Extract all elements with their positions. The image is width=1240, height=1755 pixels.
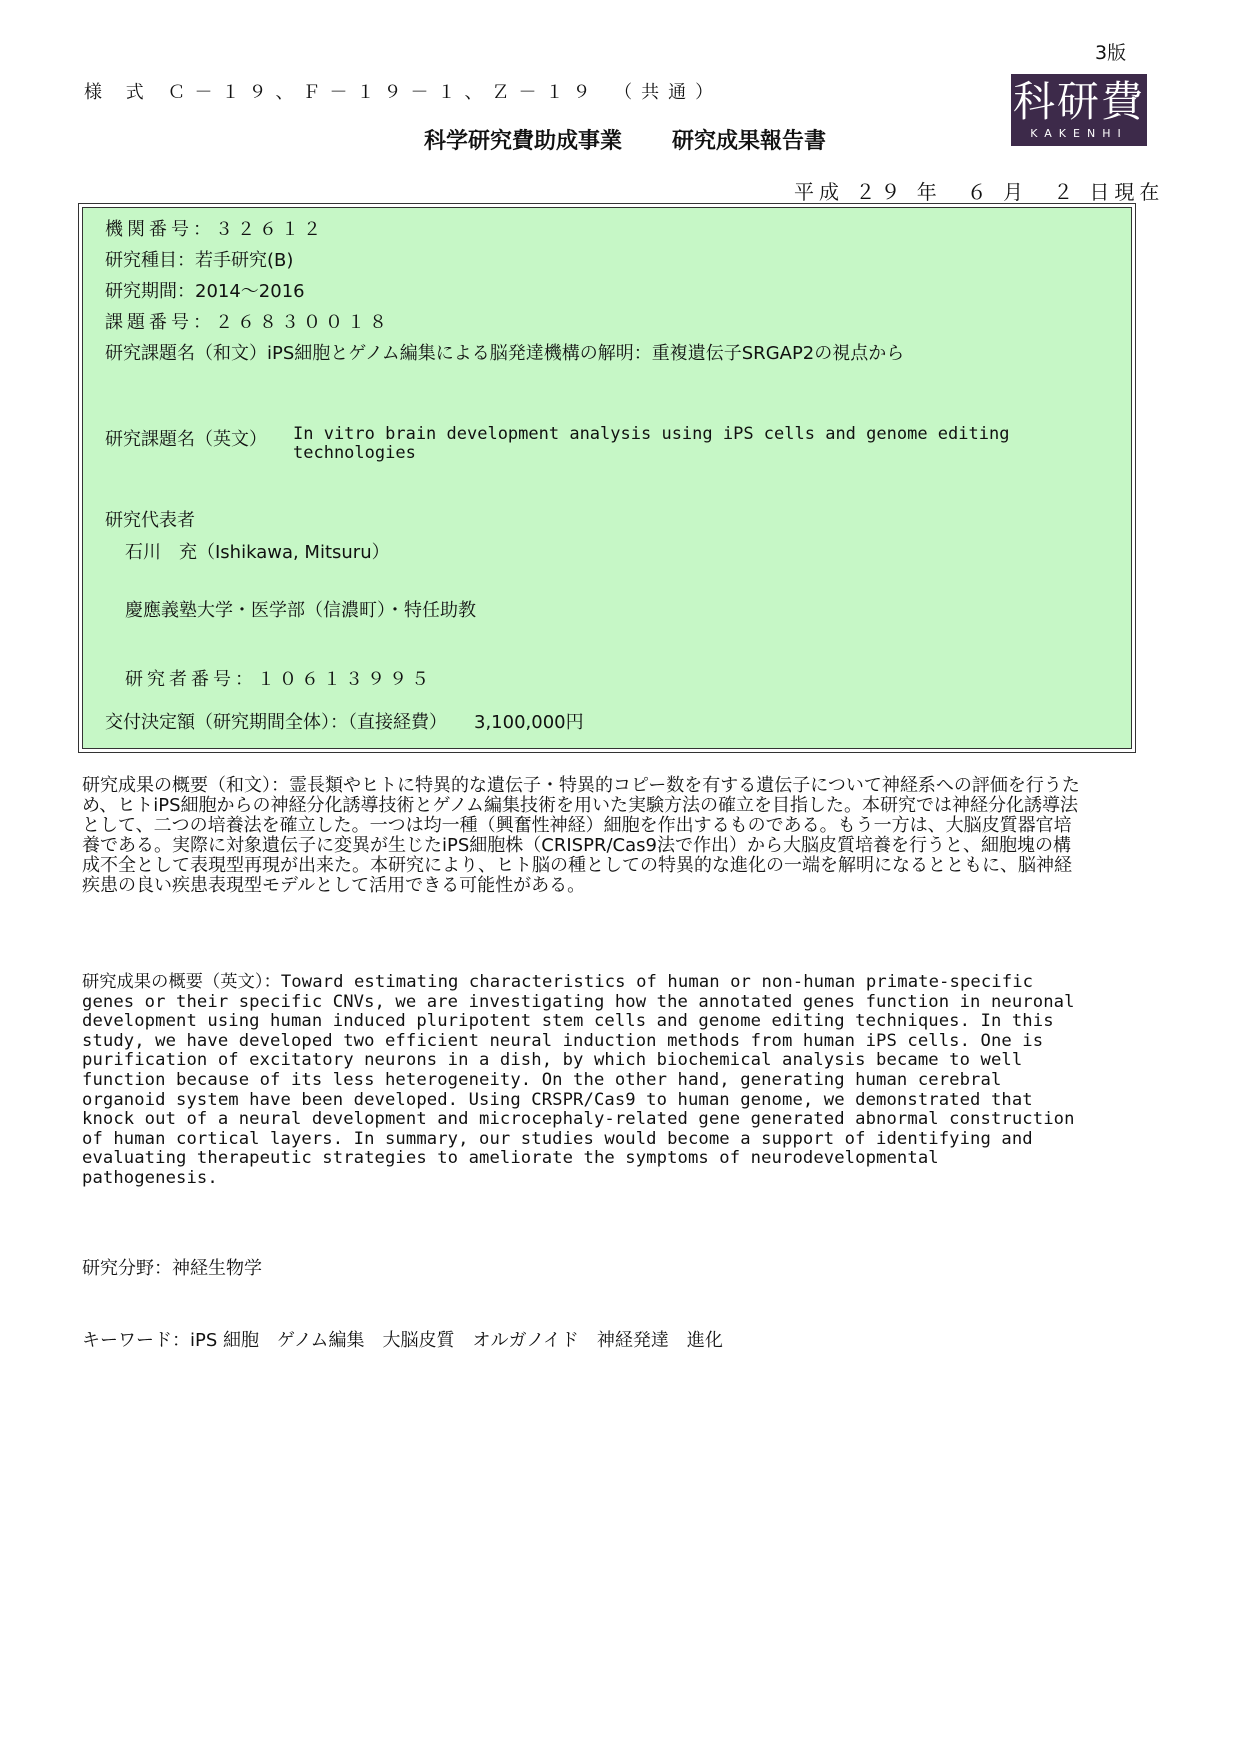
institution-number: 機関番号：３２６１２ (105, 219, 325, 240)
project-info-box (82, 207, 1132, 749)
report-date: 平成 ２９ 年 ６ 月 ２ 日現在 (794, 180, 1165, 204)
representative-label: 研究代表者 (105, 510, 195, 531)
project-title-en-label: 研究課題名（英文） (105, 429, 267, 450)
research-period: 研究期間：2014～2016 (105, 281, 305, 302)
representative-name: 石川 充（Ishikawa, Mitsuru） (125, 542, 390, 563)
representative-affiliation: 慶應義塾大学・医学部（信濃町）・特任助教 (125, 600, 476, 621)
form-id: 様 式 Ｃ－１９、Ｆ－１９－１、Ｚ－１９ （共通） (84, 82, 723, 103)
abstract-jp: 研究成果の概要（和文）：霊長類やヒトに特異的な遺伝子・特異的コピー数を有する遺伝子について神経系への評価を行うため、ヒトiPS細胞からの神経分化誘導技術とゲノム編集技術を用いた実験方法の確立を目指した。本研究では神経分化誘導法として、二つの培養法を確立した。一つは均一種（興奮性神経）細胞を作出するものである。もう一方は、大脳皮質器官培養である。実際に対象遺伝子に変異が生じたiPS細胞株（CRISPR/Cas9法で作出）から大脳皮質培養を行うと、細胞塊の構成不全として表現型再現が出来た。本研究により、ヒト脳の種としての特異的な進化の一端を解明になるとともに、脳神経疾患の良い疾患表現型モデルとして活用できる可能性がある。 (82, 775, 1080, 896)
researcher-number: 研究者番号：１０６１３９９５ (125, 669, 433, 690)
project-number: 課題番号：２６８３００１８ (105, 312, 391, 333)
keywords: キーワード：iPS 細胞 ゲノム編集 大脳皮質 オルガノイド 神経発達 進化 (82, 1330, 723, 1351)
logo-roman: KAKENHI (1030, 127, 1128, 140)
kakenhi-logo (1011, 74, 1147, 146)
logo-kanji: 科研費 (1012, 77, 1145, 126)
research-field: 研究分野：神経生物学 (82, 1258, 262, 1279)
project-title-jp: 研究課題名（和文）iPS細胞とゲノム編集による脳発達機構の解明：重複遺伝子SRGAP2の視点から (105, 343, 905, 364)
page-title (424, 124, 826, 155)
grant-amount: 交付決定額（研究期間全体）：（直接経費） 3,100,000円 (105, 712, 584, 733)
project-title-en (105, 425, 1025, 469)
abstract-en: 研究成果の概要（英文）：Toward estimating characteristics of human or non-human primate-specific genes or their specific CNVs, we are investigating how the annotated genes function in neuronal development using human induced pluripotent stem cells and genome editing techniques. In this study, we have developed two efficient neural induction methods from human iPS cells. One is purification of excitatory neurons in a dish, by which biochemical analysis became to well function because of its less heterogeneity. On the other hand, generating human cerebral organoid system have been developed. Using CRSPR/Cas9 to human genome, we demonstrated that knock out of a neural development and microcephaly-related gene generated abnormal construction of human cortical layers. In summary, our studies would become a support of identifying and evaluating therapeutic strategies to ameliorate the symptoms of neurodevelopmental pathogenesis. (82, 972, 1075, 1188)
title-left: 科学研究費助成事業 (424, 129, 623, 154)
version-label: 3版 (1095, 42, 1127, 64)
research-category: 研究種目：若手研究(B) (105, 250, 294, 271)
title-right: 研究成果報告書 (672, 129, 827, 154)
project-title-en-value: In vitro brain development analysis using iPS cells and genome editing technologies (293, 424, 1010, 463)
